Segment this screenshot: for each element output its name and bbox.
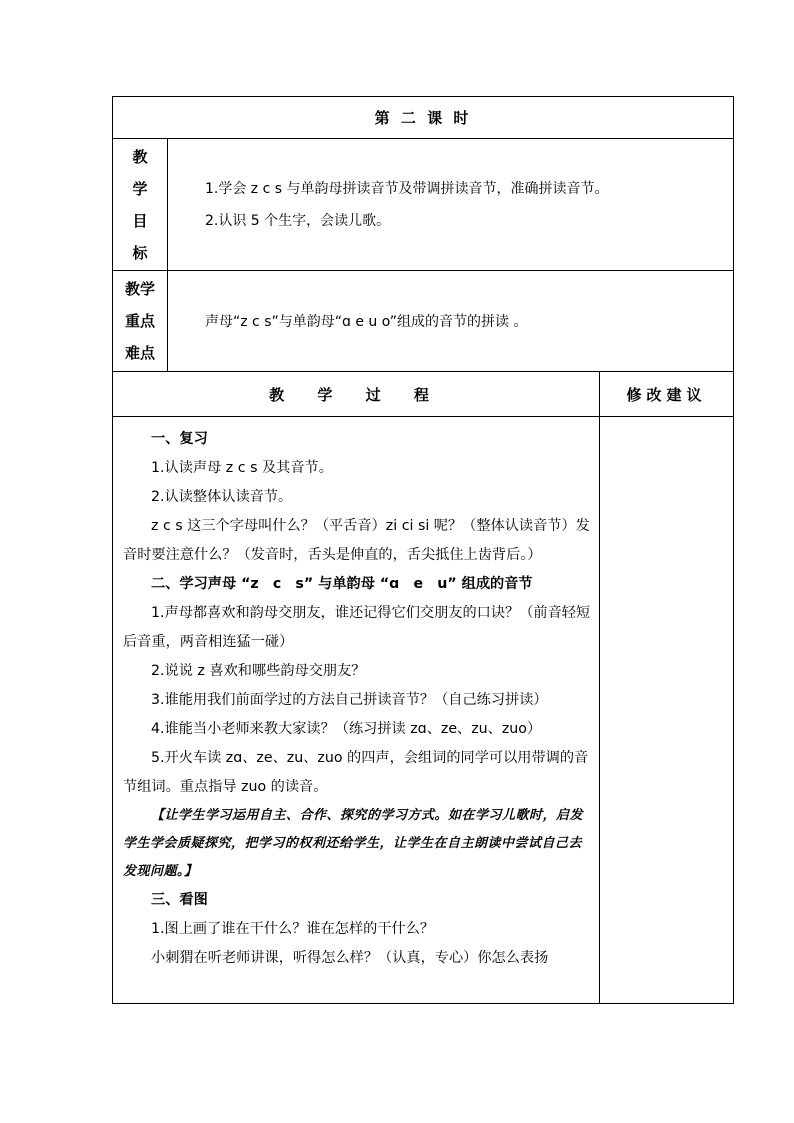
focus-content: 声母“z c s”与单韵母“ɑ e u o”组成的音节的拼读 。	[168, 271, 734, 372]
lesson-title: 第 二 课 时	[113, 97, 734, 139]
process-paragraph: 1.认读声母 z c s 及其音节。	[151, 460, 333, 476]
process-paragraph: z c s 这三个字母叫什么？（平舌音）zi ci si 呢？（整体认读音节）发音时要注意什么？（发音时，舌头是伸直的，舌尖抵住上齿背后。）	[123, 518, 590, 563]
process-paragraph: 1.声母都喜欢和韵母交朋友，谁还记得它们交朋友的口诀？（前音轻短后音重，两音相连猛一碰）	[123, 605, 591, 650]
focus-label-line: 教学	[124, 280, 155, 298]
section-heading: 一、复习	[151, 431, 208, 447]
goal-item: 2.认识 5 个生字，会读儿歌。	[205, 212, 391, 229]
process-header-row	[113, 372, 734, 417]
goals-label-char: 目	[132, 211, 148, 230]
goals-label-char: 标	[132, 243, 148, 262]
process-paragraph: 小刺猬在听老师讲课，听得怎么样？（认真，专心）你怎么表扬	[151, 950, 549, 966]
goals-row	[113, 139, 734, 271]
section-heading: 三、看图	[151, 892, 208, 908]
process-paragraph: 3.谁能用我们前面学过的方法自己拼读音节？（自己练习拼读）	[151, 692, 548, 708]
process-paragraph: 5.开火车读 zɑ、ze、zu、zuo 的四声，会组词的同学可以用带调的音节组词。重点指导 zuo 的读音。	[123, 750, 589, 795]
lesson-plan-table	[112, 96, 734, 1004]
process-content	[113, 417, 600, 1004]
process-paragraph: 2.说说 z 喜欢和哪些韵母交朋友？	[151, 663, 366, 679]
revision-content	[600, 417, 734, 1004]
process-header	[113, 372, 600, 417]
process-paragraph: 4.谁能当小老师来教大家读？（练习拼读 zɑ、ze、zu、zuo）	[151, 721, 542, 737]
focus-label-line: 难点	[124, 344, 155, 362]
process-paragraph: 2.认读整体认读音节。	[151, 489, 293, 505]
goals-content	[168, 139, 734, 271]
process-paragraph: 1.图上画了谁在干什么？谁在怎样的干什么？	[151, 921, 435, 937]
focus-label	[113, 271, 168, 372]
section-heading: 二、学习声母 “z c s” 与单韵母 “ɑ e u” 组成的音节	[151, 576, 533, 592]
focus-row	[113, 271, 734, 372]
goals-label-char: 教	[132, 147, 148, 166]
teaching-note: 【让学生学习运用自主、合作、探究的学习方式。如在学习儿歌时，启发学生学会质疑探究，把学习的权利还给学生，让学生在自主朗读中尝试自己去发现问题。】	[123, 808, 584, 879]
goals-label	[113, 139, 168, 271]
process-body-row	[113, 417, 734, 1004]
focus-label-line: 重点	[124, 312, 155, 330]
title-row	[113, 97, 734, 139]
process-header-text: 教 学 过 程	[269, 385, 443, 404]
revision-header: 修改建议	[600, 372, 734, 417]
goal-item: 1.学会 z c s 与单韵母拼读音节及带调拼读音节，准确拼读音节。	[205, 180, 609, 197]
goals-label-char: 学	[132, 179, 148, 198]
